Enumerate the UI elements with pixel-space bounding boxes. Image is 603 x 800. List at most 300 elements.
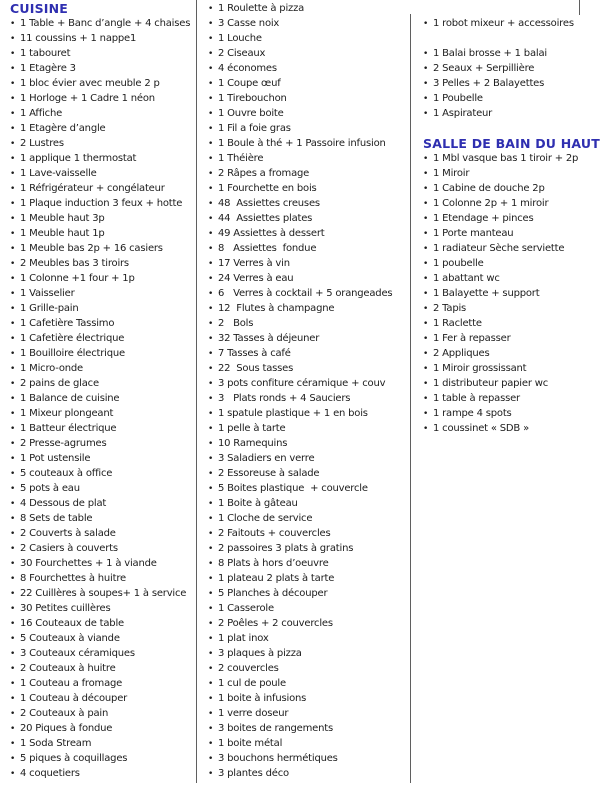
bullet-icon: • [423, 229, 429, 239]
item-label: 1 plateau 2 plats à tarte [218, 573, 335, 584]
list-item [10, 331, 196, 346]
bullet-icon: • [208, 19, 214, 29]
bullet-icon: • [10, 619, 16, 629]
item-label: 1 rampe 4 spots [433, 408, 512, 419]
list-item [10, 31, 196, 46]
bullet-icon: • [10, 604, 16, 614]
item-label: 1 robot mixeur + accessoires [433, 18, 574, 29]
list-item [208, 751, 409, 766]
bullet-icon: • [423, 214, 429, 224]
item-label: 1 Plaque induction 3 feux + hotte [20, 198, 183, 209]
bullet-icon: • [10, 289, 16, 299]
item-label: 3 plaques à pizza [218, 648, 302, 659]
item-label: 1 Aspirateur [433, 108, 493, 119]
list-item [423, 361, 603, 376]
list-item [423, 331, 603, 346]
list-item [10, 586, 196, 601]
list-item [423, 76, 603, 91]
item-label: 1 Porte manteau [433, 228, 514, 239]
list-item [10, 451, 196, 466]
list-item [10, 751, 196, 766]
bullet-icon: • [10, 424, 16, 434]
item-label: 6 Verres à cocktail + 5 orangeades [218, 288, 393, 299]
list-item [208, 1, 409, 16]
bullet-icon: • [208, 499, 214, 509]
column-bathroom [411, 0, 603, 436]
item-label: 8 Sets de table [20, 513, 93, 524]
item-label: 2 Presse-agrumes [20, 438, 107, 449]
column-divider-left [196, 0, 197, 783]
list-item [10, 511, 196, 526]
item-label: 3 Casse noix [218, 18, 280, 29]
bullet-icon: • [10, 574, 16, 584]
bullet-icon: • [10, 394, 16, 404]
list-item [208, 511, 409, 526]
item-label: 2 Faitouts + couvercles [218, 528, 331, 539]
list-item [10, 166, 196, 181]
bullet-icon: • [423, 364, 429, 374]
item-label: 1 Etagère 3 [20, 63, 76, 74]
item-label: 2 Appliques [433, 348, 490, 359]
bullet-icon: • [423, 64, 429, 74]
item-label: 44 Assiettes plates [218, 213, 313, 224]
list-item [208, 436, 409, 451]
list-item [423, 91, 603, 106]
bullet-icon: • [423, 154, 429, 164]
list-item [208, 316, 409, 331]
list-item [10, 286, 196, 301]
item-label: 8 Assiettes fondue [218, 243, 317, 254]
bullet-icon: • [10, 229, 16, 239]
bullet-icon: • [208, 739, 214, 749]
item-label: 2 Ciseaux [218, 48, 266, 59]
bullet-icon: • [208, 409, 214, 419]
item-label: 1 bloc évier avec meuble 2 p [20, 78, 160, 89]
bullet-icon: • [10, 274, 16, 284]
item-label: 1 abattant wc [433, 273, 500, 284]
item-label: 1 Colonne +1 four + 1p [20, 273, 135, 284]
bullet-icon: • [10, 454, 16, 464]
item-label: 1 Poubelle [433, 93, 483, 104]
item-label: 49 Assiettes à dessert [218, 228, 325, 239]
bullet-icon: • [208, 109, 214, 119]
item-label: 1 Pot ustensile [20, 453, 91, 464]
bullet-icon: • [208, 364, 214, 374]
bullet-icon: • [208, 559, 214, 569]
item-label: 22 Sous tasses [218, 363, 294, 374]
list-item [208, 136, 409, 151]
item-label: 2 pains de glace [20, 378, 99, 389]
column-cuisine-2 [197, 0, 409, 781]
item-label: 1 Fil a foie gras [218, 123, 291, 134]
list-item [10, 301, 196, 316]
list-item [10, 226, 196, 241]
bullet-icon: • [10, 34, 16, 44]
list-item [208, 406, 409, 421]
item-label: 1 boite métal [218, 738, 283, 749]
item-label: 1 Lave-vaisselle [20, 168, 97, 179]
item-label: 1 verre doseur [218, 708, 289, 719]
bullet-icon: • [423, 394, 429, 404]
bullet-icon: • [208, 454, 214, 464]
bullet-icon: • [208, 64, 214, 74]
list-item [10, 556, 196, 571]
bullet-icon: • [423, 169, 429, 179]
blank-line [423, 121, 603, 136]
bullet-icon: • [10, 304, 16, 314]
list-item [10, 706, 196, 721]
list-item [208, 376, 409, 391]
bullet-icon: • [208, 469, 214, 479]
bullet-icon: • [10, 739, 16, 749]
bullet-icon: • [10, 514, 16, 524]
list-item [10, 631, 196, 646]
list-item [423, 226, 603, 241]
list-item [10, 721, 196, 736]
bullet-icon: • [10, 139, 16, 149]
bullet-icon: • [423, 49, 429, 59]
list-item [10, 346, 196, 361]
bullet-icon: • [423, 304, 429, 314]
list-item [423, 151, 603, 166]
list-item [10, 106, 196, 121]
bullet-icon: • [208, 724, 214, 734]
item-label: 1 Boule à thé + 1 Passoire infusion [218, 138, 386, 149]
bullet-icon: • [208, 769, 214, 779]
item-label: 5 pots à eau [20, 483, 80, 494]
list-item [208, 571, 409, 586]
bullet-icon: • [10, 484, 16, 494]
list-item [208, 361, 409, 376]
item-label: 1 Cafetière Tassimo [20, 318, 115, 329]
bullet-icon: • [208, 289, 214, 299]
bullet-icon: • [208, 619, 214, 629]
list-item [423, 406, 603, 421]
bullet-icon: • [208, 634, 214, 644]
item-label: 3 Pelles + 2 Balayettes [433, 78, 545, 89]
item-label: 1 Couteau à découper [20, 693, 128, 704]
item-label: 3 plantes déco [218, 768, 289, 779]
bullet-icon: • [423, 94, 429, 104]
item-label: 16 Couteaux de table [20, 618, 124, 629]
list-item [423, 421, 603, 436]
bullet-icon: • [208, 709, 214, 719]
item-label: 1 Table + Banc d’angle + 4 chaises [20, 18, 191, 29]
list-item [10, 436, 196, 451]
list-item [208, 631, 409, 646]
item-label: 1 Mixeur plongeant [20, 408, 114, 419]
list-item [208, 241, 409, 256]
item-label: 1 Batteur électrique [20, 423, 117, 434]
list-item [423, 181, 603, 196]
bullet-icon: • [10, 664, 16, 674]
item-label: 1 Etendage + pinces [433, 213, 534, 224]
list-item [423, 61, 603, 76]
item-label: 1 Miroir grossissant [433, 363, 527, 374]
list-item [208, 481, 409, 496]
item-label: 2 passoires 3 plats à gratins [218, 543, 354, 554]
item-label: 1 coussinet « SDB » [433, 423, 529, 434]
item-label: 3 Plats ronds + 4 Sauciers [218, 393, 351, 404]
bullet-icon: • [10, 709, 16, 719]
list-item [208, 76, 409, 91]
bullet-icon: • [208, 229, 214, 239]
item-label: 12 Flutes à champagne [218, 303, 335, 314]
item-label: 2 Meubles bas 3 tiroirs [20, 258, 129, 269]
item-label: 3 Saladiers en verre [218, 453, 315, 464]
list-item [208, 271, 409, 286]
bullet-icon: • [423, 79, 429, 89]
list-item [423, 16, 603, 31]
list-item [423, 166, 603, 181]
item-label: 1 pelle à tarte [218, 423, 286, 434]
list-item [10, 541, 196, 556]
item-label: 7 Tasses à café [218, 348, 291, 359]
item-label: 1 Soda Stream [20, 738, 92, 749]
item-label: 1 Affiche [20, 108, 63, 119]
item-label: 1 Horloge + 1 Cadre 1 néon [20, 93, 155, 104]
bullet-icon: • [423, 244, 429, 254]
list-item [10, 61, 196, 76]
list-item [208, 151, 409, 166]
column-divider-right [410, 14, 411, 783]
bullet-icon: • [10, 244, 16, 254]
item-label: 5 piques à coquillages [20, 753, 128, 764]
list-item [10, 766, 196, 781]
bullet-icon: • [423, 379, 429, 389]
list-item [423, 211, 603, 226]
bullet-icon: • [10, 529, 16, 539]
item-label: 2 Essoreuse à salade [218, 468, 320, 479]
item-label: 1 Théière [218, 153, 264, 164]
item-label: 1 Etagère d’angle [20, 123, 106, 134]
list-item [10, 646, 196, 661]
item-label: 30 Fourchettes + 1 à viande [20, 558, 157, 569]
blank-line [423, 31, 603, 46]
list-item [10, 211, 196, 226]
bullet-icon: • [208, 244, 214, 254]
bullet-icon: • [208, 694, 214, 704]
list-item [10, 616, 196, 631]
bullet-icon: • [423, 409, 429, 419]
list-item [208, 496, 409, 511]
bullet-icon: • [208, 94, 214, 104]
item-label: 1 tabouret [20, 48, 71, 59]
item-label: 2 Poêles + 2 couvercles [218, 618, 333, 629]
list-item [208, 691, 409, 706]
list-item [208, 301, 409, 316]
item-label: 1 Bouilloire électrique [20, 348, 125, 359]
list-item [208, 736, 409, 751]
list-item [10, 601, 196, 616]
item-label: 1 table à repasser [433, 393, 520, 404]
item-label: 1 Fer à repasser [433, 333, 511, 344]
bullet-icon: • [208, 184, 214, 194]
item-label: 1 Meuble bas 2p + 16 casiers [20, 243, 163, 254]
list-item [10, 46, 196, 61]
item-label: 1 Cabine de douche 2p [433, 183, 545, 194]
list-item [10, 16, 196, 31]
item-label: 8 Plats à hors d’oeuvre [218, 558, 329, 569]
list-item [423, 196, 603, 211]
item-label: 11 coussins + 1 nappe1 [20, 33, 137, 44]
bullet-icon: • [10, 19, 16, 29]
bullet-icon: • [208, 214, 214, 224]
item-label: 4 économes [218, 63, 277, 74]
list-item [423, 46, 603, 61]
item-label: 1 Cloche de service [218, 513, 313, 524]
item-label: 1 Vaisselier [20, 288, 75, 299]
list-item [208, 196, 409, 211]
bullet-icon: • [208, 439, 214, 449]
list-item [423, 376, 603, 391]
bullet-icon: • [208, 169, 214, 179]
item-label: 3 Couteaux céramiques [20, 648, 135, 659]
list-item [10, 661, 196, 676]
bullet-icon: • [208, 139, 214, 149]
list-item [423, 241, 603, 256]
bullet-icon: • [208, 544, 214, 554]
item-label: 4 Dessous de plat [20, 498, 107, 509]
list-item [10, 271, 196, 286]
list-item [208, 706, 409, 721]
item-label: 1 Ouvre boite [218, 108, 284, 119]
list-item [10, 316, 196, 331]
list-item [208, 391, 409, 406]
item-label: 1 Balai brosse + 1 balai [433, 48, 547, 59]
list-item [10, 121, 196, 136]
item-label: 1 Meuble haut 3p [20, 213, 105, 224]
item-label: 2 Râpes a fromage [218, 168, 310, 179]
item-label: 1 Micro-onde [20, 363, 83, 374]
item-label: 1 Balayette + support [433, 288, 540, 299]
item-label: 1 Miroir [433, 168, 470, 179]
bullet-icon: • [208, 349, 214, 359]
item-label: 1 Cafetière électrique [20, 333, 125, 344]
bullet-icon: • [208, 79, 214, 89]
list-item [208, 556, 409, 571]
list-item [423, 316, 603, 331]
bullet-icon: • [208, 4, 214, 14]
list-item [10, 736, 196, 751]
item-label: 1 Fourchette en bois [218, 183, 317, 194]
bullet-icon: • [208, 49, 214, 59]
bullet-icon: • [10, 559, 16, 569]
item-label: 1 Coupe œuf [218, 78, 281, 89]
column-cuisine-1 [0, 0, 196, 781]
item-label: 1 Tirebouchon [218, 93, 287, 104]
list-item [10, 571, 196, 586]
item-label: 3 boites de rangements [218, 723, 333, 734]
bullet-icon: • [208, 424, 214, 434]
bullet-icon: • [10, 109, 16, 119]
list-item [208, 601, 409, 616]
list-item [208, 421, 409, 436]
bullet-icon: • [208, 319, 214, 329]
list-item [10, 181, 196, 196]
bullet-icon: • [423, 289, 429, 299]
list-item [208, 616, 409, 631]
bullet-icon: • [208, 649, 214, 659]
bullet-icon: • [208, 529, 214, 539]
bullet-icon: • [10, 214, 16, 224]
list-item [208, 211, 409, 226]
bullet-icon: • [208, 394, 214, 404]
bullet-icon: • [10, 94, 16, 104]
bullet-icon: • [10, 694, 16, 704]
item-label: 2 Couverts à salade [20, 528, 116, 539]
bullet-icon: • [208, 304, 214, 314]
list-item [208, 586, 409, 601]
bullet-icon: • [10, 544, 16, 554]
item-label: 2 Bols [218, 318, 254, 329]
list-item [208, 106, 409, 121]
bullet-icon: • [10, 319, 16, 329]
item-label: 1 applique 1 thermostat [20, 153, 137, 164]
list-item [208, 16, 409, 31]
bullet-icon: • [208, 589, 214, 599]
list-item [10, 76, 196, 91]
bullet-icon: • [10, 379, 16, 389]
item-label: 1 cul de poule [218, 678, 286, 689]
list-item [208, 331, 409, 346]
item-label: 3 pots confiture céramique + couv [218, 378, 386, 389]
item-label: 3 bouchons hermétiques [218, 753, 338, 764]
bullet-icon: • [423, 349, 429, 359]
item-label: 1 Casserole [218, 603, 274, 614]
bullet-icon: • [10, 154, 16, 164]
item-label: 22 Cuillères à soupes+ 1 à service [20, 588, 187, 599]
bullet-icon: • [208, 34, 214, 44]
list-item [208, 451, 409, 466]
item-label: 1 distributeur papier wc [433, 378, 548, 389]
bullet-icon: • [208, 259, 214, 269]
item-label: 2 couvercles [218, 663, 279, 674]
item-label: 1 Mbl vasque bas 1 tiroir + 2p [433, 153, 579, 164]
list-item [10, 406, 196, 421]
list-item [208, 466, 409, 481]
item-label: 2 Couteaux à huitre [20, 663, 116, 674]
bullet-icon: • [208, 379, 214, 389]
item-label: 1 poubelle [433, 258, 484, 269]
item-label: 24 Verres à eau [218, 273, 294, 284]
bullet-icon: • [10, 124, 16, 134]
item-label: 1 radiateur Sèche serviette [433, 243, 565, 254]
item-label: 2 Casiers à couverts [20, 543, 118, 554]
bullet-icon: • [10, 499, 16, 509]
item-label: 5 couteaux à office [20, 468, 113, 479]
item-label: 2 Couteaux à pain [20, 708, 109, 719]
list-item [10, 526, 196, 541]
item-label: 1 Roulette à pizza [218, 3, 305, 14]
list-item [208, 661, 409, 676]
bullet-icon: • [423, 319, 429, 329]
bullet-icon: • [423, 109, 429, 119]
list-item [423, 256, 603, 271]
list-item [10, 481, 196, 496]
list-item [208, 256, 409, 271]
item-label: 1 plat inox [218, 633, 269, 644]
list-item [10, 361, 196, 376]
item-label: 48 Assiettes creuses [218, 198, 320, 209]
list-item [10, 136, 196, 151]
item-label: 4 coquetiers [20, 768, 80, 779]
bullet-icon: • [10, 49, 16, 59]
list-item [208, 31, 409, 46]
bullet-icon: • [208, 574, 214, 584]
list-item [10, 691, 196, 706]
item-label: 2 Tapis [433, 303, 467, 314]
